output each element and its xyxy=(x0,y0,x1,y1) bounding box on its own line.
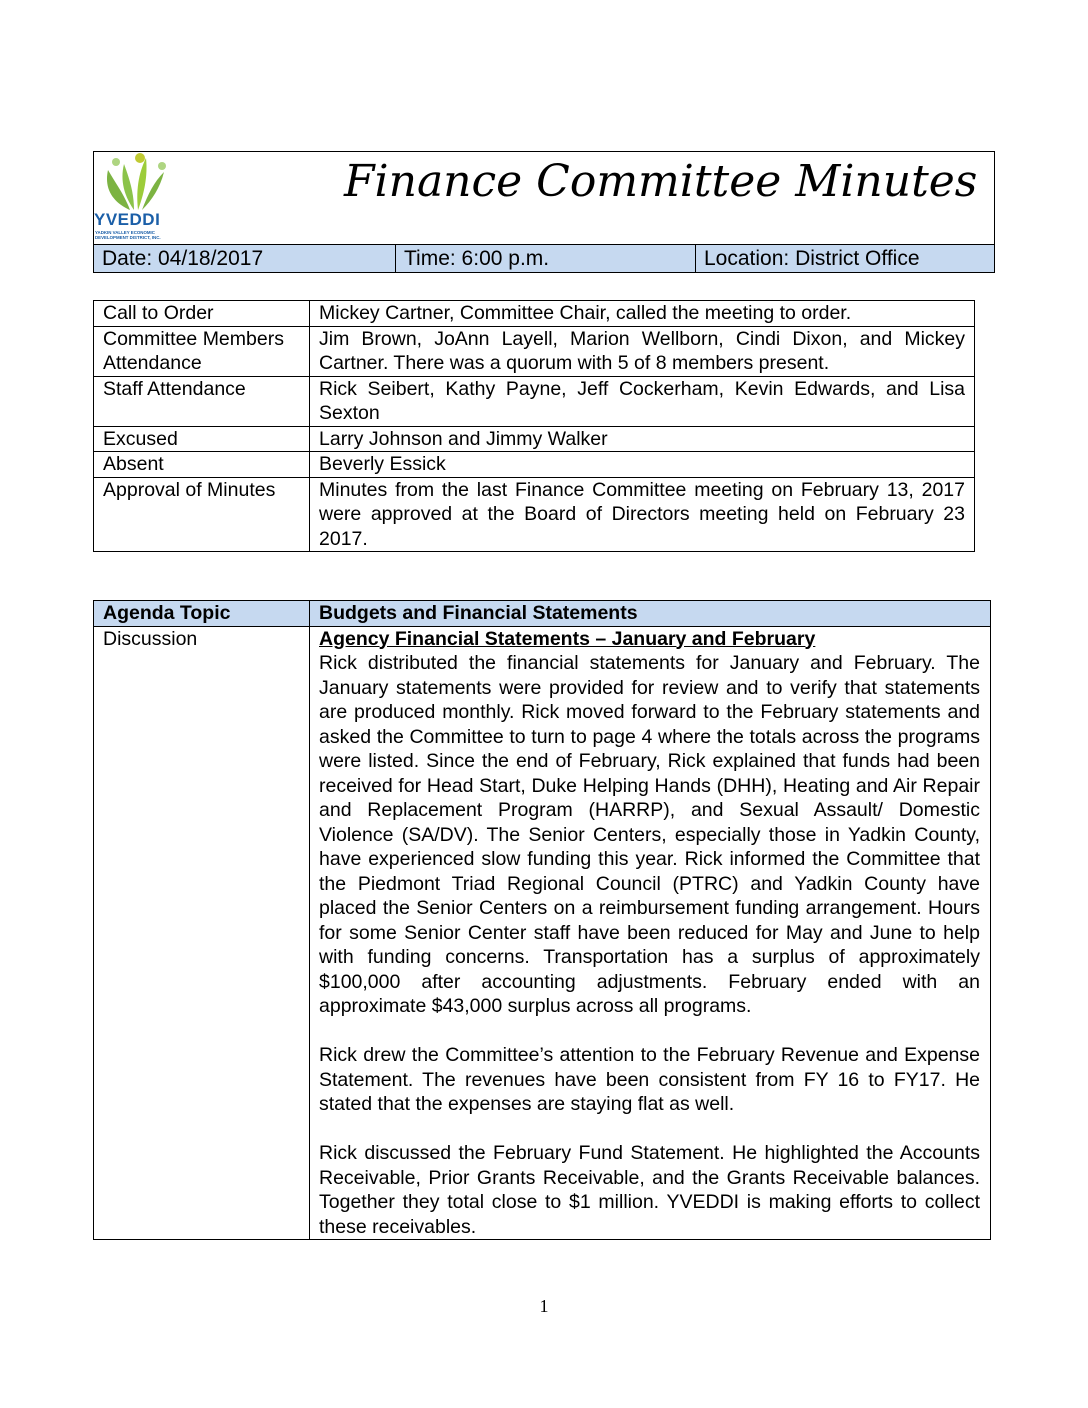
discussion-paragraph: Rick distributed the financial statements for January and February. The January statements were provided for review and to verify that statements are produced monthly. Rick moved forward to the February statements and asked the Committee to turn to page 4 where the totals across the programs were listed. Since the end of February, Rick explained that funds had been received for Head Start, Duke Helping Hands (DHH), Heating and Air Repair and Replacement Program (HARRP), and Sexual Assault/ Domestic Violence (SA/DV). The Senior Centers, especially those in Yadkin County, have experienced slow funding this year. Rick informed the Committee that the Piedmont Triad Regional Council (PTRC) and Yadkin County have placed the Senior Centers on a reimbursement funding arrangement. Hours for some Senior Center staff have been reduced for May and June to help with funding concerns. Transportation has a surplus of approximately $100,000 after accounting adjustments. February ended with an approximate $43,000 surplus across all programs. xyxy=(319,652,980,1017)
yveddi-logo xyxy=(94,152,184,244)
row-value: Beverly Essick xyxy=(310,452,975,478)
row-label: Approval of Minutes xyxy=(94,477,310,552)
attendance-table xyxy=(93,300,975,552)
discussion-paragraph: Rick discussed the February Fund Statement. He highlighted the Accounts Receivable, Prior Grants Receivable, and the Grants Receivable balances. Together they total close to $1 million. YVEDDI is making efforts to collect these receivables. xyxy=(319,1142,980,1238)
row-label: Call to Order xyxy=(94,301,310,327)
row-value: Jim Brown, JoAnn Layell, Marion Wellborn, Cindi Dixon, and Mickey Cartner. There was a quorum with 5 of 8 members present. xyxy=(310,326,975,376)
table-row xyxy=(94,326,975,376)
agenda-header-row xyxy=(94,601,991,627)
row-value: Larry Johnson and Jimmy Walker xyxy=(310,426,975,452)
discussion-paragraph: Rick drew the Committee’s attention to the February Revenue and Expense Statement. The revenues have been consistent from FY 16 to FY17. He stated that the expenses are staying flat as well. xyxy=(319,1044,980,1115)
agenda-table xyxy=(93,600,991,1240)
row-value: Minutes from the last Finance Committee meeting on February 13, 2017 were approved at the Board of Directors meeting held on February 23 2017. xyxy=(310,477,975,552)
row-label: Absent xyxy=(94,452,310,478)
table-row xyxy=(94,452,975,478)
row-value: Mickey Cartner, Committee Chair, called the meeting to order. xyxy=(310,301,975,327)
discussion-body xyxy=(310,626,991,1240)
header-box xyxy=(93,151,995,273)
meeting-date: Date: 04/18/2017 xyxy=(102,247,264,270)
meeting-time: Time: 6:00 p.m. xyxy=(395,245,695,272)
table-row xyxy=(94,376,975,426)
logo-subtext: YADKIN VALLEY ECONOMIC DEVELOPMENT DISTRICT, INC. xyxy=(95,230,161,240)
document-title: Finance Committee Minutes xyxy=(344,156,978,207)
table-row xyxy=(94,626,991,1240)
discussion-subheading: Agency Financial Statements – January and February xyxy=(319,627,816,650)
sprout-icon xyxy=(94,152,184,212)
row-label: Committee Members Attendance xyxy=(94,326,310,376)
table-row xyxy=(94,426,975,452)
logo-wordmark: YVEDDI xyxy=(94,210,161,229)
page-number: 1 xyxy=(539,1296,549,1316)
agenda-topic-label: Agenda Topic xyxy=(94,601,310,627)
table-row xyxy=(94,301,975,327)
meeting-location: Location: District Office xyxy=(695,245,994,272)
agenda-topic-value: Budgets and Financial Statements xyxy=(310,601,991,627)
row-label: Staff Attendance xyxy=(94,376,310,426)
discussion-label: Discussion xyxy=(94,626,310,1240)
table-row xyxy=(94,477,975,552)
row-label: Excused xyxy=(94,426,310,452)
meeting-info-row xyxy=(94,244,994,272)
row-value: Rick Seibert, Kathy Payne, Jeff Cockerham, Kevin Edwards, and Lisa Sexton xyxy=(310,376,975,426)
